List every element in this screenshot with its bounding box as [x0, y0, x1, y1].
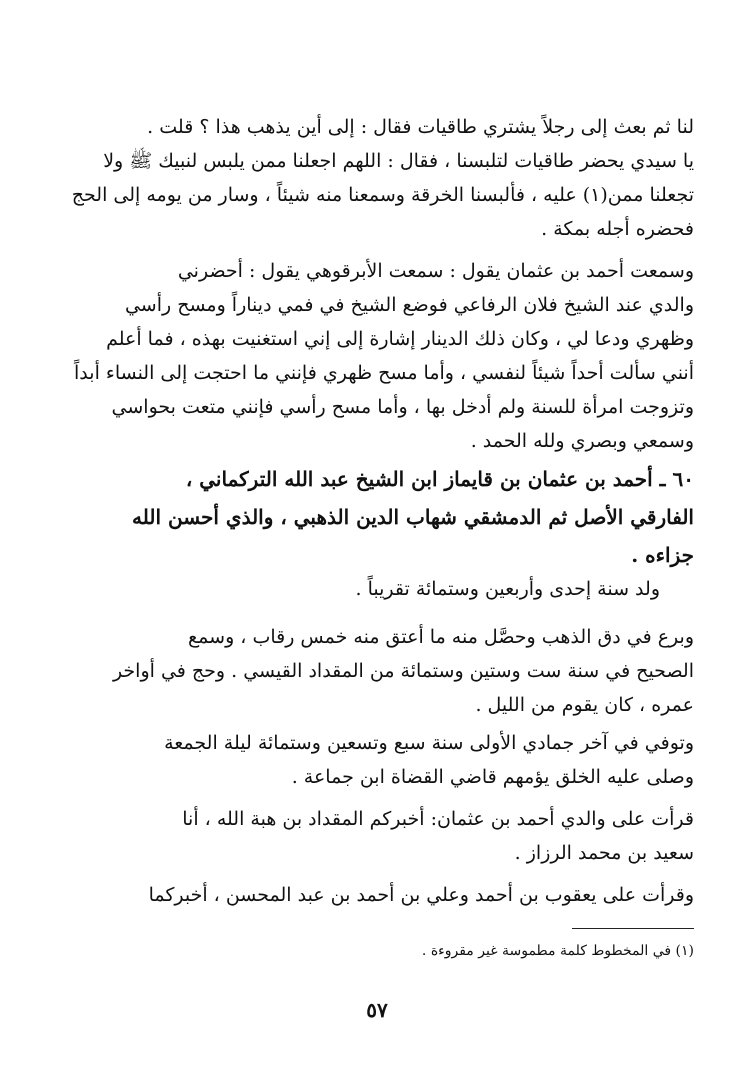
text-line: تجعلنا ممن(١) عليه ، فألبسنا الخرقة وسمعنا منه شيئاً ، وسار من يومه إلى الحج: [71, 184, 694, 206]
text-line: وتوفي في آخر جمادي الأولى سنة سبع وتسعين وستمائة ليلة الجمعة: [164, 732, 694, 754]
text-line: وسمعي وبصري ولله الحمد .: [470, 430, 694, 452]
paragraph-2: [60, 254, 694, 458]
text-line: والدي عند الشيخ فلان الرفاعي فوضع الشيخ في فمي ديناراً ومسح رأسي: [124, 294, 694, 316]
footnote: (١) في المخطوط كلمة مطموسة غير مقروءة .: [421, 943, 694, 959]
paragraph-7: [60, 878, 694, 912]
text-line: وسمعت أحمد بن عثمان يقول : سمعت الأبرقوهي يقول : أحضرني: [177, 260, 694, 282]
book-page: [60, 0, 694, 1086]
text-line: فحضره أجله بمكة .: [541, 218, 694, 240]
text-line: سعيد بن محمد الرزاز .: [514, 842, 694, 864]
footnote-divider: [572, 928, 694, 929]
text-line: ولد سنة إحدى وأربعين وستمائة تقريباً .: [355, 578, 660, 600]
text-line: لنا ثم بعث إلى رجلاً يشتري طاقيات فقال : إلى أين يذهب هذا ؟ قلت .: [147, 116, 694, 138]
heading-line: جزاءه .: [631, 543, 694, 567]
heading-line: الفارقي الأصل ثم الدمشقي شهاب الدين الذهبي ، والذي أحسن الله: [132, 505, 694, 529]
text-line: وبرع في دق الذهب وحصَّل منه ما أعتق منه خمس رقاب ، وسمع: [188, 626, 694, 648]
text-line: عمره ، كان يقوم من الليل .: [475, 694, 694, 716]
entry-heading: [60, 460, 694, 574]
text-line: يا سيدي يحضر طاقيات لتلبسنا ، فقال : اللهم اجعلنا ممن يلبس لنبيك ﷺ ولا: [103, 150, 694, 172]
text-line: وظهري ودعا لي ، وكان ذلك الدينار إشارة إلى إني استغنيت بهذه ، فما أعلم: [106, 328, 694, 350]
text-line: قرأت على والدي أحمد بن عثمان: أخبركم المقداد بن هبة الله ، أنا: [182, 808, 694, 830]
paragraph-6: [60, 802, 694, 870]
paragraph-4: [60, 620, 694, 722]
text-line: وتزوجت امرأة للسنة ولم أدخل بها ، وأما مسح رأسي فإنني متعت بحواسي: [111, 396, 694, 418]
text-line: وصلى عليه الخلق يؤمهم قاضي القضاة ابن جماعة .: [291, 766, 694, 788]
paragraph-1: [60, 110, 694, 246]
text-line: الصحيح في سنة ست وستين وستمائة من المقداد القيسي . وحج في أواخر: [112, 660, 694, 682]
paragraph-5: [60, 726, 694, 794]
heading-line: ٦٠ ـ أحمد بن عثمان بن قايماز ابن الشيخ عبد الله التركماني ،: [185, 467, 694, 491]
paragraph-3: [60, 572, 694, 606]
text-line: وقرأت على يعقوب بن أحمد وعلي بن أحمد بن عبد المحسن ، أخبركما: [148, 884, 694, 906]
page-number: ٥٧: [366, 998, 388, 1022]
text-line: أنني سألت أحداً شيئاً لنفسي ، وأما مسح ظهري فإنني ما احتجت إلى النساء أبداً: [74, 362, 694, 384]
